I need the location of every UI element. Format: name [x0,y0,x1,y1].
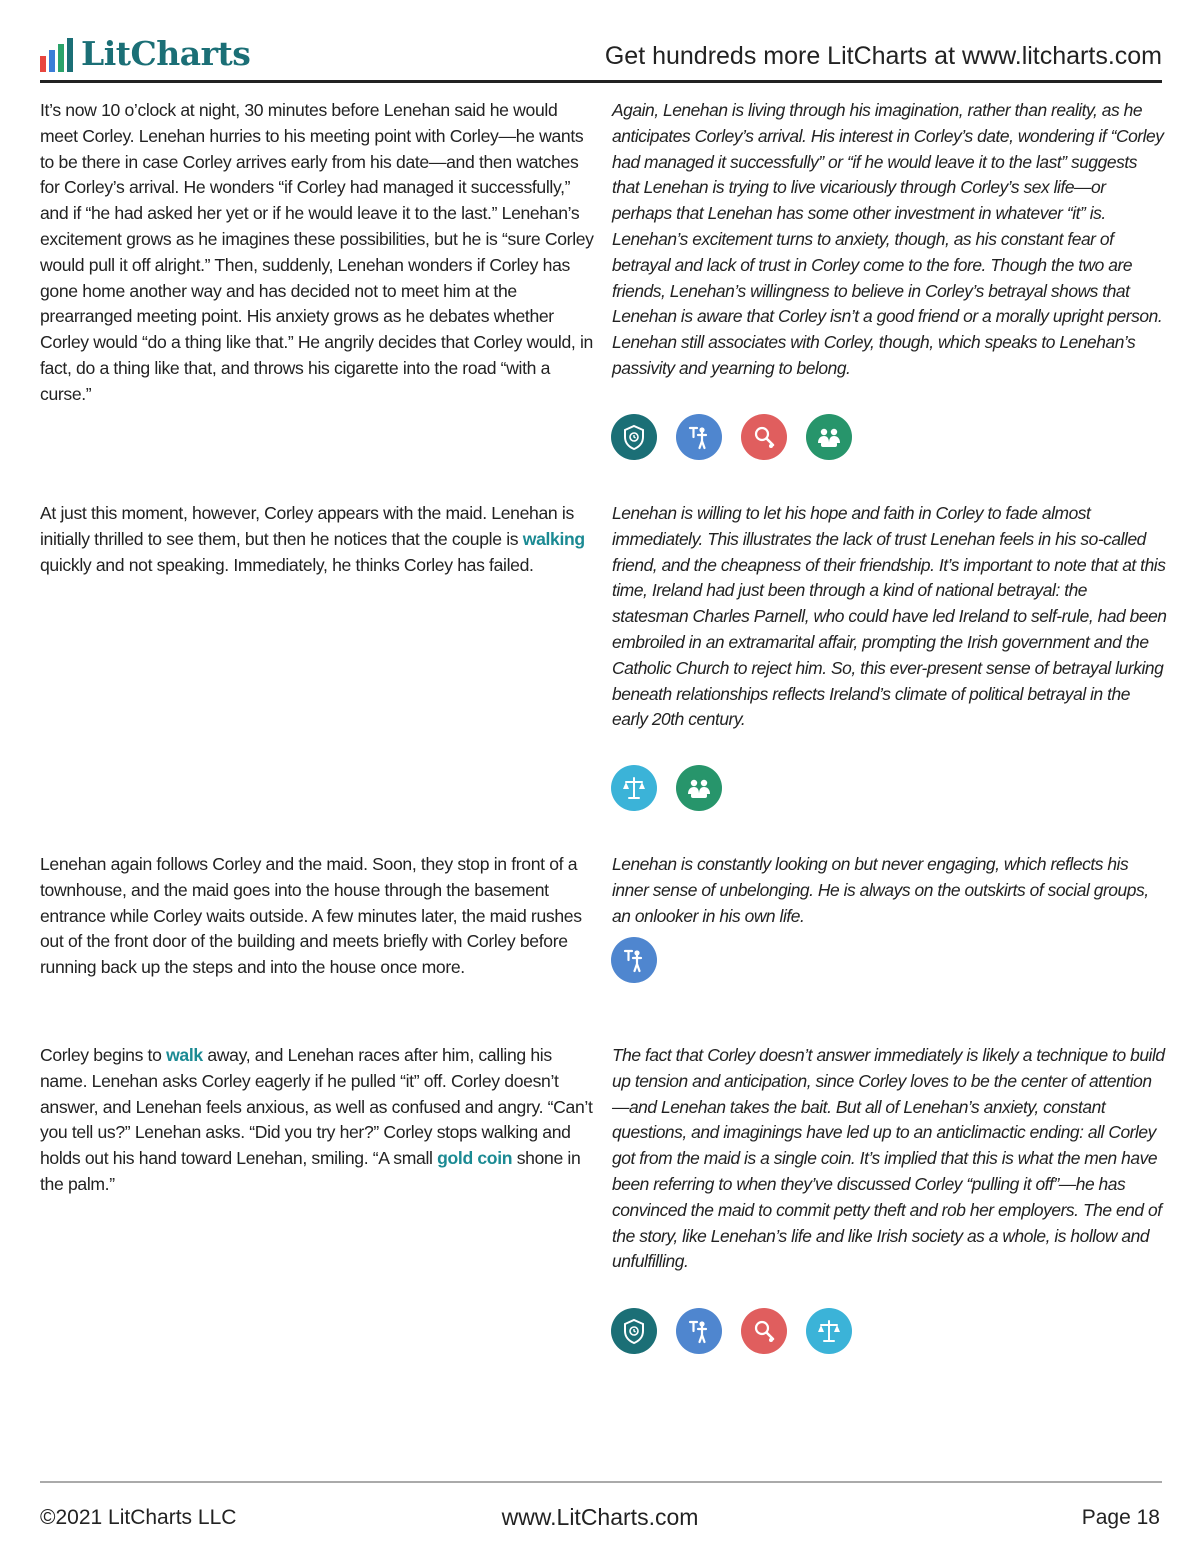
litcharts-logo[interactable] [40,36,250,72]
summary-segment: shone in the palm.” [40,1148,581,1194]
logo-bars-icon [40,38,73,72]
footer-page-number: Page 18 [1081,1506,1160,1529]
header-tagline-link[interactable]: Get hundreds more LitCharts at www.litcharts.com [604,42,1162,70]
logo-text: LitCharts [81,34,251,73]
footer-divider [40,1481,1162,1483]
summary-segment: At just this moment, however, Corley appears with the maid. Lenehan is initially thrilled to see them, but then he notices that the couple is [40,503,574,549]
summary-segment: Lenehan again follows Corley and the maid. Soon, they stop in front of a townhouse, and the maid goes into the house through the basement entrance while Corley waits outside. A few minutes later, the maid rushes out of the front door of the building and meets briefly with Corley before running back up the steps and into the house once more. [40,854,582,978]
summary-text-3 [40,852,595,981]
walking-figure-icon[interactable] [676,1308,722,1354]
shield-clock-icon[interactable] [611,1308,657,1354]
analysis-text-1: Again, Lenehan is living through his imagination, rather than reality, as he anticipates Corley’s arrival. His interest in Corley’s date, wondering if “Corley had managed it successfully” or “if he would leave it to the last” suggests that Lenehan is trying to live vicariously through Corley’s sex life—or perhaps that Lenehan has some other investment in whatever “it” is. Lenehan’s excitement turns to anxiety, though, as his constant fear of betrayal and lack of trust in Corley come to the fore. Though the two are friends, Lenehan’s willingness to believe in Corley’s betrayal shows that Lenehan is aware that Corley isn’t a good friend or a morally upright person. Lenehan still associates with Corley, though, which speaks to Lenehan’s passivity and yearning to belong. [612,100,1164,378]
theme-icons-2 [611,765,722,811]
group-people-icon[interactable] [676,765,722,811]
symbol-keyword-link[interactable]: walking [522,528,585,549]
header-divider [40,80,1162,83]
group-people-icon[interactable] [806,414,852,460]
theme-icons-4 [611,1308,852,1354]
summary-segment: Corley begins to [40,1045,167,1065]
walking-figure-icon[interactable] [611,937,657,983]
analysis-text-3: Lenehan is constantly looking on but never engaging, which reflects his inner sense of unbelonging. He is always on the outskirts of social groups, an onlooker in his own life. [612,854,1149,926]
walking-figure-icon[interactable] [676,414,722,460]
shield-clock-icon[interactable] [611,414,657,460]
theme-icons-3 [611,937,657,983]
footer-website-text[interactable]: www.LitCharts.com [501,1504,699,1530]
footer-copyright: ©2021 LitCharts LLC [40,1506,237,1529]
scales-icon[interactable] [611,765,657,811]
magnifier-rose-icon[interactable] [741,1308,787,1354]
summary-segment: It’s now 10 o’clock at night, 30 minutes before Lenehan said he would meet Corley. Lenehan hurries to his meeting point with Corley—he wants to be there in case Corley arrives early from his date—and then watches for Corley’s arrival. He wonders “if Corley had managed it successfully,” and if “he had asked her yet or if he would leave it to the last.” Lenehan’s excitement grows as he imagines these possibilities, but he is “sure Corley would pull it off alright.” Then, suddenly, Lenehan wonders if Corley has gone home another way and has decided not to meet him at the prearranged meeting point. His anxiety grows as he debates whether Corley would “do a thing like that.” He angrily decides that Corley would, in fact, do a thing like that, and throws his cigarette into the road “with a curse.” [40,100,594,404]
scales-icon[interactable] [806,1308,852,1354]
analysis-text-2: Lenehan is willing to let his hope and faith in Corley to fade almost immediately. This illustrates the lack of trust Lenehan feels in his so-called friend, and the cheapness of their friendship. It’s important to note that at this time, Ireland had just been through a kind of national betrayal: the statesman Charles Parnell, who could have led Ireland to self-rule, had been embroiled in an extramarital affair, prompting the Irish government and the Catholic Church to reject him. So, this ever-present sense of betrayal lurking beneath relationships reflects Ireland’s climate of political betrayal in the early 20th century. [612,503,1167,730]
summary-text-2 [40,501,595,578]
magnifier-rose-icon[interactable] [741,414,787,460]
symbol-keyword-link[interactable]: walk [166,1045,203,1065]
summary-segment: quickly and not speaking. Immediately, he thinks Corley has failed. [40,554,534,575]
summary-text-4 [40,1043,595,1198]
page-header [40,30,1162,82]
footer-website-link[interactable] [0,1504,1200,1531]
summary-segment: away, and Lenehan races after him, calling his name. Lenehan asks Corley eagerly if he pulled “it” off. Corley doesn’t answer, and Lenehan feels anxious, as well as confused and angry. “Can’t you tell us?” Lenehan asks. “Did you try her?” Corley stops walking and holds out his hand toward Lenehan, smiling. “A small [40,1045,593,1169]
summary-text-1 [40,98,595,408]
theme-icons-1 [611,414,852,460]
analysis-text-4: The fact that Corley doesn’t answer immediately is likely a technique to build up tension and anticipation, since Corley loves to be the center of attention—and Lenehan takes the bait. But all of Lenehan’s anxiety, constant questions, and imaginings have led up to an anticlimactic ending: all Corley got from the maid is a single coin. It’s implied that this is what the men have been referring to when they’ve discussed Corley “pulling it off”—he has convinced the maid to commit petty theft and rob her employers. The end of the story, like Lenehan’s life and like Irish society as a whole, is hollow and unfulfilling. [612,1045,1165,1272]
symbol-keyword-link[interactable]: gold coin [437,1148,513,1169]
